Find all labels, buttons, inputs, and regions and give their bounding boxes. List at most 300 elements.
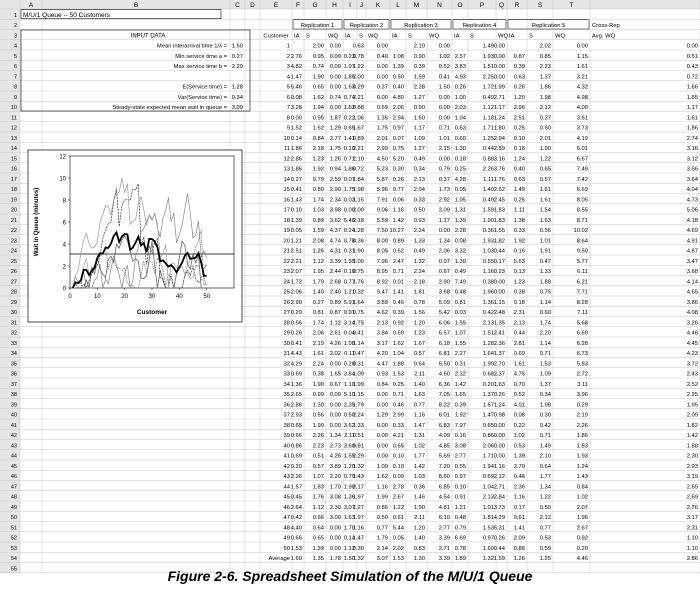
data-cell[interactable]: 5.68 bbox=[576, 320, 588, 327]
data-cell[interactable]: 1.12 bbox=[482, 105, 494, 112]
data-cell[interactable]: 1.88 bbox=[392, 361, 404, 368]
data-cell[interactable]: 0.00 bbox=[343, 207, 355, 214]
customer-number[interactable]: 14 bbox=[283, 176, 290, 183]
data-cell[interactable]: 1.55 bbox=[454, 340, 466, 347]
data-cell[interactable]: 2.26 bbox=[576, 422, 588, 429]
data-cell[interactable]: 3.86 bbox=[686, 299, 698, 306]
data-cell[interactable]: 5.59 bbox=[376, 217, 388, 224]
data-cell[interactable]: 4.50 bbox=[376, 156, 388, 163]
data-cell[interactable]: 0.71 bbox=[539, 351, 551, 358]
data-cell[interactable]: 2.94 bbox=[493, 135, 505, 142]
data-cell[interactable]: 7.97 bbox=[454, 422, 466, 429]
data-cell[interactable]: 0.64 bbox=[539, 463, 551, 470]
data-cell[interactable]: 0.00 bbox=[329, 105, 341, 112]
data-cell[interactable]: 1.55 bbox=[493, 228, 505, 235]
data-cell[interactable]: 0.69 bbox=[482, 474, 494, 481]
column-header-p[interactable]: P bbox=[479, 2, 485, 9]
data-cell[interactable]: 0.57 bbox=[413, 351, 425, 358]
data-cell[interactable]: 6.01 bbox=[438, 412, 450, 419]
row-header[interactable]: 24 bbox=[10, 248, 17, 255]
data-cell[interactable]: 6.06 bbox=[438, 320, 450, 327]
row-header[interactable]: 44 bbox=[10, 453, 17, 460]
data-cell[interactable]: 1.29 bbox=[376, 412, 388, 419]
data-cell[interactable]: 2.19 bbox=[312, 340, 324, 347]
data-cell[interactable]: 0.70 bbox=[513, 381, 525, 388]
data-cell[interactable]: 1.93 bbox=[576, 453, 588, 460]
data-cell[interactable]: 0.00 bbox=[329, 43, 341, 50]
input-param-value[interactable]: 2.29 bbox=[231, 64, 243, 71]
data-cell[interactable]: 5.31 bbox=[493, 525, 505, 532]
data-cell[interactable]: 0.00 bbox=[493, 53, 505, 60]
data-cell[interactable]: 2.67 bbox=[576, 525, 588, 532]
data-cell[interactable]: 8.28 bbox=[576, 299, 588, 306]
data-cell[interactable]: 1.83 bbox=[493, 207, 505, 214]
data-cell[interactable]: 1.86 bbox=[539, 84, 551, 91]
data-cell[interactable]: 2.51 bbox=[290, 248, 302, 255]
customer-number[interactable]: 48 bbox=[283, 525, 290, 532]
column-header-q[interactable]: Q bbox=[498, 2, 505, 9]
data-cell[interactable]: 1.42 bbox=[413, 463, 425, 470]
customer-number[interactable]: 24 bbox=[283, 279, 290, 286]
data-cell[interactable]: 0.60 bbox=[454, 135, 466, 142]
data-cell[interactable]: 1.40 bbox=[413, 535, 425, 542]
data-cell[interactable]: 0.42 bbox=[539, 422, 551, 429]
row-header[interactable]: 46 bbox=[10, 474, 17, 481]
data-cell[interactable]: 0.41 bbox=[290, 187, 302, 194]
data-cell[interactable]: 2.77 bbox=[438, 525, 450, 532]
column-header-a[interactable]: A bbox=[28, 2, 34, 9]
row-header[interactable]: 40 bbox=[10, 412, 17, 419]
data-cell[interactable]: 0.30 bbox=[352, 545, 364, 552]
data-cell[interactable]: 0.00 bbox=[376, 443, 388, 450]
customer-number[interactable]: 15 bbox=[283, 187, 290, 194]
data-cell[interactable]: 0.00 bbox=[329, 422, 341, 429]
data-cell[interactable]: 1.98 bbox=[539, 94, 551, 101]
data-cell[interactable]: 0.48 bbox=[454, 515, 466, 522]
data-cell[interactable]: 1.65 bbox=[686, 94, 698, 101]
data-cell[interactable]: 0.66 bbox=[312, 515, 324, 522]
data-cell[interactable]: 0.75 bbox=[539, 289, 551, 296]
data-cell[interactable]: 1.11 bbox=[483, 176, 494, 183]
data-cell[interactable]: 1.99 bbox=[493, 84, 505, 91]
data-cell[interactable]: 4.09 bbox=[438, 433, 450, 440]
data-cell[interactable]: 3.00 bbox=[329, 515, 341, 522]
data-cell[interactable]: 8.05 bbox=[376, 248, 388, 255]
data-cell[interactable]: 8.55 bbox=[576, 207, 588, 214]
row-header[interactable]: 3 bbox=[13, 33, 17, 40]
data-cell[interactable]: 6.10 bbox=[438, 515, 450, 522]
data-cell[interactable]: 5.06 bbox=[686, 207, 698, 214]
column-header-d[interactable]: D bbox=[250, 2, 255, 9]
data-cell[interactable]: 1.23 bbox=[513, 279, 525, 286]
customer-number[interactable]: 30 bbox=[283, 340, 290, 347]
data-cell[interactable]: 2.28 bbox=[454, 228, 466, 235]
data-cell[interactable]: 1.67 bbox=[482, 402, 494, 409]
customer-number[interactable]: 49 bbox=[283, 535, 290, 542]
data-cell[interactable]: 5.83 bbox=[576, 361, 588, 368]
data-cell[interactable]: 0.26 bbox=[513, 84, 525, 91]
data-cell[interactable]: 1.16 bbox=[413, 412, 425, 419]
data-cell[interactable]: 0.95 bbox=[312, 115, 324, 122]
data-cell[interactable]: 1.92 bbox=[312, 166, 324, 173]
row-header[interactable]: 11 bbox=[11, 115, 17, 122]
data-cell[interactable]: 7.49 bbox=[576, 166, 588, 173]
data-cell[interactable]: 0.97 bbox=[482, 535, 494, 542]
data-cell[interactable]: 0.00 bbox=[290, 115, 302, 122]
data-cell[interactable]: 8.95 bbox=[376, 269, 388, 276]
data-cell[interactable]: 0.65 bbox=[482, 422, 494, 429]
data-cell[interactable]: 1.55 bbox=[454, 320, 466, 327]
row-header[interactable]: 32 bbox=[10, 330, 17, 337]
data-cell[interactable]: 1.49 bbox=[539, 443, 551, 450]
customer-number[interactable]: 29 bbox=[283, 330, 290, 337]
data-cell[interactable]: 0.00 bbox=[329, 361, 341, 368]
customer-number[interactable]: 34 bbox=[283, 381, 290, 388]
data-cell[interactable]: 1.49 bbox=[482, 43, 494, 50]
row-header[interactable]: 48 bbox=[10, 494, 17, 501]
data-cell[interactable]: 0.78 bbox=[454, 545, 466, 552]
data-cell[interactable]: 6.69 bbox=[576, 330, 588, 337]
data-cell[interactable]: 5.46 bbox=[290, 84, 302, 91]
data-cell[interactable]: 0.69 bbox=[290, 453, 302, 460]
row-header[interactable]: 8 bbox=[13, 84, 17, 91]
data-cell[interactable]: 1.79 bbox=[352, 402, 364, 409]
row-header[interactable]: 21 bbox=[10, 217, 17, 224]
data-cell[interactable]: 1.70 bbox=[343, 525, 355, 532]
data-cell[interactable]: 8.60 bbox=[438, 474, 450, 481]
data-cell[interactable]: 0.71 bbox=[539, 433, 551, 440]
data-cell[interactable]: 0.07 bbox=[392, 135, 404, 142]
data-cell[interactable]: 3.64 bbox=[686, 176, 698, 183]
data-cell[interactable]: 0.67 bbox=[438, 269, 450, 276]
row-header[interactable]: 14 bbox=[10, 146, 17, 153]
data-cell[interactable]: 1.18 bbox=[482, 115, 494, 122]
data-cell[interactable]: 1.24 bbox=[513, 156, 525, 163]
data-cell[interactable]: 1.93 bbox=[482, 238, 494, 245]
data-cell[interactable]: 1.65 bbox=[329, 371, 341, 378]
data-cell[interactable]: 0.29 bbox=[290, 310, 302, 317]
customer-number[interactable]: 28 bbox=[283, 320, 290, 327]
data-cell[interactable]: 1.86 bbox=[686, 125, 698, 132]
data-cell[interactable]: 1.25 bbox=[482, 135, 494, 142]
data-cell[interactable]: 2.61 bbox=[329, 330, 341, 337]
data-cell[interactable]: 1.62 bbox=[343, 105, 355, 112]
data-cell[interactable]: 0.00 bbox=[493, 433, 505, 440]
data-cell[interactable]: 0.50 bbox=[413, 207, 425, 214]
data-cell[interactable]: 2.40 bbox=[329, 289, 341, 296]
data-cell[interactable]: 0.23 bbox=[343, 53, 355, 60]
data-cell[interactable]: 0.89 bbox=[392, 238, 404, 245]
data-cell[interactable]: 1.12 bbox=[312, 258, 324, 265]
data-cell[interactable]: 0.00 bbox=[329, 545, 341, 552]
data-cell[interactable]: 1.77 bbox=[413, 453, 425, 460]
row-header[interactable]: 30 bbox=[10, 310, 17, 317]
data-cell[interactable]: 1.26 bbox=[312, 248, 324, 255]
data-cell[interactable]: 0.51 bbox=[686, 53, 698, 60]
data-cell[interactable]: 0.89 bbox=[312, 217, 324, 224]
row-header[interactable]: 15 bbox=[10, 156, 17, 163]
average-cell[interactable]: 2.86 bbox=[686, 556, 698, 563]
data-cell[interactable]: 0.90 bbox=[413, 105, 425, 112]
data-cell[interactable]: 0.31 bbox=[343, 248, 355, 255]
average-cell[interactable]: 3.39 bbox=[438, 556, 450, 563]
data-cell[interactable]: 1.10 bbox=[686, 535, 698, 542]
data-cell[interactable]: 1.04 bbox=[392, 351, 404, 358]
data-cell[interactable]: 0.29 bbox=[576, 402, 588, 409]
data-cell[interactable]: 0.00 bbox=[493, 443, 505, 450]
data-cell[interactable]: 1.99 bbox=[312, 422, 324, 429]
data-cell[interactable]: 1.43 bbox=[576, 474, 588, 481]
data-cell[interactable]: 0.37 bbox=[438, 176, 450, 183]
data-cell[interactable]: 0.20 bbox=[343, 361, 355, 368]
data-cell[interactable]: 1.82 bbox=[686, 422, 698, 429]
data-cell[interactable]: 2.21 bbox=[352, 146, 364, 153]
data-cell[interactable]: 2.06 bbox=[392, 105, 404, 112]
data-cell[interactable]: 0.88 bbox=[482, 156, 494, 163]
customer-number[interactable]: 8 bbox=[286, 115, 290, 122]
data-cell[interactable]: 5.69 bbox=[438, 453, 450, 460]
data-cell[interactable]: 0.32 bbox=[352, 289, 364, 296]
data-cell[interactable]: 1.63 bbox=[493, 381, 505, 388]
data-cell[interactable]: 0.46 bbox=[392, 299, 404, 306]
data-cell[interactable]: 0.87 bbox=[513, 53, 525, 60]
data-cell[interactable]: 2.68 bbox=[329, 279, 341, 286]
data-cell[interactable]: 4.65 bbox=[686, 289, 698, 296]
data-cell[interactable]: 1.81 bbox=[482, 515, 494, 522]
data-cell[interactable]: 6.36 bbox=[438, 381, 450, 388]
data-cell[interactable]: 2.27 bbox=[454, 351, 466, 358]
data-cell[interactable]: 2.02 bbox=[539, 43, 551, 50]
row-header[interactable]: 5 bbox=[13, 53, 17, 60]
data-cell[interactable]: 2.99 bbox=[392, 412, 404, 419]
data-cell[interactable]: 1.15 bbox=[352, 392, 364, 399]
customer-number[interactable]: 17 bbox=[283, 207, 290, 214]
data-cell[interactable]: 1.42 bbox=[686, 433, 698, 440]
data-cell[interactable]: 0.88 bbox=[352, 105, 364, 112]
customer-number[interactable]: 5 bbox=[286, 84, 290, 91]
data-cell[interactable]: 0.25 bbox=[454, 166, 466, 173]
data-cell[interactable]: 0.11 bbox=[344, 351, 355, 358]
data-cell[interactable]: 0.37 bbox=[539, 115, 551, 122]
data-cell[interactable]: 4.14 bbox=[686, 279, 698, 286]
data-cell[interactable]: 2.18 bbox=[413, 279, 425, 286]
customer-number[interactable]: 50 bbox=[283, 545, 290, 552]
data-cell[interactable]: 0.33 bbox=[413, 197, 425, 204]
data-cell[interactable]: 1.63 bbox=[343, 84, 355, 91]
column-header-s[interactable]: S bbox=[537, 2, 543, 9]
data-cell[interactable]: 0.81 bbox=[454, 299, 466, 306]
data-cell[interactable]: 2.12 bbox=[539, 105, 551, 112]
customer-number[interactable]: 10 bbox=[283, 135, 290, 142]
data-cell[interactable]: 0.49 bbox=[482, 94, 494, 101]
data-cell[interactable]: 1.99 bbox=[376, 494, 388, 501]
data-cell[interactable]: 0.47 bbox=[539, 258, 551, 265]
data-cell[interactable]: 2.24 bbox=[312, 361, 324, 368]
row-header[interactable]: 35 bbox=[10, 361, 17, 368]
customer-number[interactable]: 40 bbox=[283, 443, 290, 450]
data-cell[interactable]: 4.04 bbox=[686, 187, 698, 194]
data-cell[interactable]: 1.92 bbox=[454, 412, 466, 419]
data-cell[interactable]: 0.66 bbox=[290, 535, 302, 542]
data-cell[interactable]: 1.30 bbox=[312, 402, 324, 409]
data-cell[interactable]: 1.17 bbox=[413, 125, 425, 132]
customer-number[interactable]: 27 bbox=[283, 310, 290, 317]
data-cell[interactable]: 0.87 bbox=[329, 310, 341, 317]
data-cell[interactable]: 1.50 bbox=[438, 84, 450, 91]
data-cell[interactable]: 2.07 bbox=[290, 269, 302, 276]
data-cell[interactable]: 0.79 bbox=[454, 525, 466, 532]
data-cell[interactable]: 0.38 bbox=[482, 279, 494, 286]
data-cell[interactable]: 4.26 bbox=[329, 453, 341, 460]
column-header-c[interactable]: C bbox=[235, 2, 240, 9]
row-header[interactable]: 13 bbox=[10, 135, 17, 142]
data-cell[interactable]: 2.48 bbox=[493, 310, 505, 317]
data-cell[interactable]: 1.95 bbox=[686, 402, 698, 409]
data-cell[interactable]: 4.62 bbox=[376, 310, 388, 317]
row-header[interactable]: 54 bbox=[10, 556, 17, 563]
data-cell[interactable]: 1.11 bbox=[514, 207, 525, 214]
data-cell[interactable]: 4.73 bbox=[686, 197, 698, 204]
data-cell[interactable]: 2.31 bbox=[513, 310, 525, 317]
data-cell[interactable]: 2.25 bbox=[482, 74, 494, 81]
data-cell[interactable]: 2.18 bbox=[312, 146, 324, 153]
data-cell[interactable]: 1.51 bbox=[482, 64, 494, 71]
average-cell[interactable]: 3.07 bbox=[376, 556, 388, 563]
data-cell[interactable]: 0.83 bbox=[413, 545, 425, 552]
data-cell[interactable]: 2.10 bbox=[352, 156, 364, 163]
customer-number[interactable]: 31 bbox=[283, 351, 290, 358]
data-cell[interactable]: 1.16 bbox=[482, 269, 494, 276]
data-cell[interactable]: 1.64 bbox=[352, 299, 364, 306]
data-cell[interactable]: 1.09 bbox=[352, 371, 364, 378]
data-cell[interactable]: 0.78 bbox=[352, 53, 364, 60]
data-cell[interactable]: 4.29 bbox=[493, 515, 505, 522]
data-cell[interactable]: 2.21 bbox=[290, 258, 302, 265]
data-cell[interactable]: 1.36 bbox=[482, 299, 494, 306]
data-cell[interactable]: 4.00 bbox=[576, 105, 588, 112]
data-cell[interactable]: 2.01 bbox=[376, 135, 388, 142]
data-cell[interactable]: 1.37 bbox=[539, 74, 551, 81]
customer-number[interactable]: 13 bbox=[283, 166, 290, 173]
data-cell[interactable]: 0.74 bbox=[312, 64, 324, 71]
data-cell[interactable]: 0.98 bbox=[493, 412, 505, 419]
average-cell[interactable]: 1.25 bbox=[539, 556, 551, 563]
row-header[interactable]: 43 bbox=[10, 443, 17, 450]
data-cell[interactable]: 0.67 bbox=[329, 381, 341, 388]
data-cell[interactable]: 0.10 bbox=[290, 207, 302, 214]
data-cell[interactable]: 0.26 bbox=[493, 392, 505, 399]
data-cell[interactable]: 6.83 bbox=[438, 422, 450, 429]
data-cell[interactable]: 2.65 bbox=[686, 484, 698, 491]
customer-number[interactable]: 25 bbox=[283, 289, 290, 296]
data-cell[interactable]: 0.79 bbox=[343, 474, 355, 481]
data-cell[interactable]: 3.62 bbox=[343, 422, 355, 429]
data-cell[interactable]: 1.84 bbox=[352, 176, 364, 183]
data-cell[interactable]: 0.93 bbox=[376, 371, 388, 378]
data-cell[interactable]: 1.66 bbox=[686, 84, 698, 91]
data-cell[interactable]: 0.61 bbox=[392, 515, 404, 522]
data-cell[interactable]: 0.55 bbox=[482, 258, 494, 265]
data-cell[interactable]: 1.79 bbox=[312, 279, 324, 286]
data-cell[interactable]: 1.90 bbox=[312, 381, 324, 388]
data-cell[interactable]: 0.92 bbox=[576, 535, 588, 542]
data-cell[interactable]: 2.17 bbox=[352, 484, 364, 491]
data-cell[interactable]: 1.62 bbox=[392, 340, 404, 347]
data-cell[interactable]: 1.55 bbox=[343, 453, 355, 460]
data-cell[interactable]: 0.03 bbox=[343, 197, 355, 204]
data-cell[interactable]: 1.90 bbox=[352, 248, 364, 255]
data-cell[interactable]: 0.50 bbox=[343, 412, 355, 419]
data-cell[interactable]: 0.77 bbox=[343, 279, 355, 286]
data-cell[interactable]: 1.86 bbox=[290, 166, 302, 173]
data-cell[interactable]: 7.11 bbox=[577, 310, 588, 317]
input-param-value[interactable]: 1.60 bbox=[231, 43, 243, 50]
data-cell[interactable]: 6.73 bbox=[576, 351, 588, 358]
data-cell[interactable]: 1.40 bbox=[312, 289, 324, 296]
row-header[interactable]: 2 bbox=[13, 23, 17, 30]
data-cell[interactable]: 0.63 bbox=[454, 125, 466, 132]
row-header[interactable]: 31 bbox=[10, 320, 17, 327]
data-cell[interactable]: 0.00 bbox=[576, 43, 588, 50]
data-cell[interactable]: 6.28 bbox=[576, 340, 588, 347]
data-cell[interactable]: 0.53 bbox=[513, 443, 525, 450]
data-cell[interactable]: 3.12 bbox=[686, 156, 698, 163]
data-cell[interactable]: 6.69 bbox=[576, 187, 588, 194]
data-cell[interactable]: 2.31 bbox=[686, 525, 698, 532]
data-cell[interactable]: 2.02 bbox=[329, 351, 341, 358]
data-cell[interactable]: 0.78 bbox=[343, 238, 355, 245]
data-cell[interactable]: 0.57 bbox=[312, 463, 324, 470]
data-cell[interactable]: 6.69 bbox=[454, 535, 466, 542]
data-cell[interactable]: 0.69 bbox=[513, 351, 525, 358]
data-cell[interactable]: 1.35 bbox=[376, 115, 388, 122]
column-header-h[interactable]: H bbox=[332, 2, 337, 9]
data-cell[interactable]: 1.51 bbox=[482, 330, 494, 337]
row-header[interactable]: 9 bbox=[13, 94, 17, 101]
result-value[interactable]: 3.09 bbox=[231, 105, 243, 112]
data-cell[interactable]: 0.04 bbox=[343, 330, 355, 337]
data-cell[interactable]: 4.46 bbox=[686, 330, 698, 337]
row-header[interactable]: 25 bbox=[10, 258, 17, 265]
data-cell[interactable]: 1.38 bbox=[513, 217, 525, 224]
data-cell[interactable]: 0.94 bbox=[329, 166, 341, 173]
data-cell[interactable]: 1.15 bbox=[576, 53, 588, 60]
data-cell[interactable]: 2.06 bbox=[482, 443, 494, 450]
data-cell[interactable]: 2.24 bbox=[413, 269, 425, 276]
data-cell[interactable]: 0.00 bbox=[329, 535, 341, 542]
data-cell[interactable]: 0.41 bbox=[438, 74, 450, 81]
data-cell[interactable]: 0.00 bbox=[376, 433, 388, 440]
data-cell[interactable]: 0.33 bbox=[392, 422, 404, 429]
data-cell[interactable]: 2.79 bbox=[513, 463, 525, 470]
data-cell[interactable]: 2.26 bbox=[482, 166, 494, 173]
data-cell[interactable]: 0.33 bbox=[513, 228, 525, 235]
row-header[interactable]: 41 bbox=[10, 422, 17, 429]
data-cell[interactable]: 2.12 bbox=[539, 515, 551, 522]
data-cell[interactable]: 1.83 bbox=[312, 484, 324, 491]
data-cell[interactable]: 1.23 bbox=[413, 330, 425, 337]
data-cell[interactable]: 1.42 bbox=[454, 381, 466, 388]
data-cell[interactable]: 0.00 bbox=[376, 453, 388, 460]
data-cell[interactable]: 6.18 bbox=[438, 340, 450, 347]
data-cell[interactable]: 0.00 bbox=[376, 43, 388, 50]
data-cell[interactable]: 0.00 bbox=[329, 412, 341, 419]
data-cell[interactable]: 0.00 bbox=[376, 392, 388, 399]
data-cell[interactable]: 0.00 bbox=[329, 53, 341, 60]
data-cell[interactable]: 0.84 bbox=[376, 381, 388, 388]
data-cell[interactable]: 0.18 bbox=[513, 146, 525, 153]
data-cell[interactable]: 2.03 bbox=[454, 105, 466, 112]
